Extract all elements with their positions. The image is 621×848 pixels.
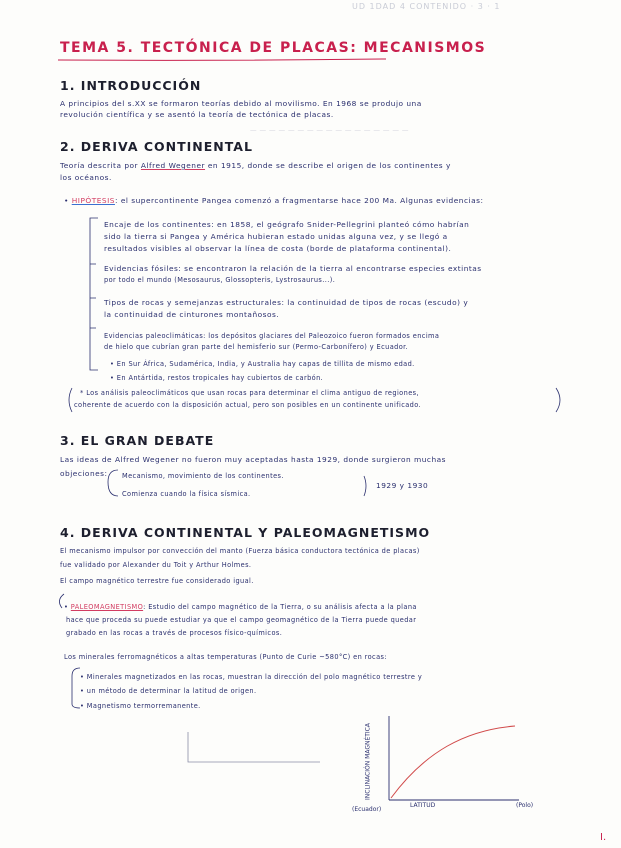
intro-text-pre: Teoría descrita por (60, 161, 141, 170)
evidence-2-line-2: por todo el mundo (Mesosaurus, Glossopteris, Lystrosaurus...). (104, 276, 336, 284)
section-3-line-2: objeciones: (60, 469, 108, 478)
evidence-3-line-2: la continuidad de cinturones montañosos. (104, 310, 280, 319)
sketch-corner (184, 730, 324, 766)
mineral-item-2-text: un método de determinar la latitud de origen. (86, 687, 257, 695)
paleomagnetism-line-3: grabado en las rocas a través de procesos físico-químicos. (66, 629, 283, 637)
page-header: UD 1DAD 4 CONTENIDO · 3 · 1 (352, 2, 501, 11)
section-4-heading: 4. DERIVA CONTINENTAL Y PALEOMAGNETISMO (60, 525, 431, 540)
dates-brace (362, 474, 372, 498)
evidence-5-text: En Sur África, Sudamérica, India, y Australia hay capas de tillita de mismo edad. (116, 360, 415, 368)
graph-left-label: (Ecuador) (352, 806, 382, 813)
section-1-heading: 1. INTRODUCCIÓN (60, 78, 202, 93)
objection-1: Mecanismo, movimiento de los continentes. (122, 472, 284, 480)
evidence-6-text: En Antártida, restos tropicales hay cubiertos de carbón. (116, 374, 324, 382)
mineral-item-2 (80, 687, 257, 695)
evidence-7-line-2: coherente de acuerdo con la disposición actual, pero son posibles en un continente unificado. (74, 401, 422, 409)
section-2-intro-2: los océanos. (60, 173, 112, 182)
graph-xlabel: LATITUD (410, 802, 436, 809)
bullet: • (110, 360, 117, 368)
graph-right-label: (Polo) (516, 802, 534, 809)
section-3-line-1: Las ideas de Alfred Wegener no fueron muy aceptadas hasta 1929, donde surgieron muchas (60, 455, 447, 464)
evidence-7-line-1 (80, 389, 419, 397)
mineral-item-3-text: Magnetismo termorremanente. (86, 702, 201, 710)
evidence-1-line-2: sido la tierra si Pangea y América hubieran estado unidas alguna vez, y se llegó a (104, 232, 448, 241)
section-4-line-3: El campo magnético terrestre fue considerado igual. (60, 577, 254, 585)
section-1-line-1: A principios del s.XX se formaron teorías debido al movilismo. En 1968 se produjo una (60, 99, 422, 108)
mineral-item-3 (80, 702, 201, 710)
ghost-text: — — — — — — — — — — — — — — — — — (250, 126, 409, 134)
evidence-6 (110, 374, 323, 382)
page-number: I. (600, 832, 607, 843)
minerals-intro: Los minerales ferromagnéticos a altas temperaturas (Punto de Curie ~580°C) en rocas: (64, 653, 387, 661)
evidence-bracket (86, 214, 102, 374)
objection-2: Comienza cuando la física sísmica. (122, 490, 251, 498)
bullet: • (80, 702, 87, 710)
graph-ylabel: INCLINACIÓN MAGNÉTICA (364, 723, 372, 800)
evidence-5 (110, 360, 415, 368)
wegener-name: Alfred Wegener (140, 161, 206, 170)
intro-text-post: en 1915, donde se describe el origen de los continentes y (205, 161, 451, 170)
inclination-curve (391, 726, 515, 798)
inclination-graph (355, 712, 525, 814)
evidence-4-line-2: de hielo que cubrían gran parte del hemisferio sur (Permo-Carbonífero) y Ecuador. (104, 343, 409, 351)
hypothesis-label: HIPÓTESIS (71, 196, 115, 205)
hypothesis-line (64, 196, 483, 205)
section-2-intro-1 (60, 161, 451, 170)
hypothesis-text: : el supercontinente Pangea comenzó a fragmentarse hace 200 Ma. Algunas evidencias: (114, 196, 484, 205)
bullet: • (64, 603, 71, 611)
paleomagnetism-label: PALEOMAGNETISMO (70, 603, 144, 611)
section-4-line-1: El mecanismo impulsor por convección del manto (Fuerza básica conductora tectónica de placas) (60, 547, 420, 555)
paleomagnetism-line (64, 603, 417, 611)
evidence-2-line-1: Evidencias fósiles: se encontraron la relación de la tierra al encontrarse especies extintas (104, 264, 482, 273)
section-4-line-2: fue validado por Alexander du Toit y Arthur Holmes. (60, 561, 252, 569)
mineral-item-1 (80, 673, 422, 681)
section-1-line-2: revolución científica y se asentó la teoría de tectónica de placas. (60, 110, 334, 119)
evidence-1-line-3: resultados visibles al observar la línea de costa (borde de plataforma continental). (104, 244, 452, 253)
bullet: • (110, 374, 117, 382)
section-3-heading: 3. EL GRAN DEBATE (60, 433, 215, 448)
bullet: • (80, 687, 87, 695)
title-underline (58, 58, 388, 62)
bullet: • (80, 673, 87, 681)
debate-dates: 1929 y 1930 (376, 481, 429, 490)
evidence-4-line-1: Evidencias paleoclimáticas: los depósitos glaciares del Paleozoico fueron formados encima (104, 332, 440, 340)
evidence-1-line-1: Encaje de los continentes: en 1858, el geógrafo Snider-Pellegrini planteó cómo habrían (104, 220, 470, 229)
section-2-heading: 2. DERIVA CONTINENTAL (60, 139, 253, 154)
asterisk: * (80, 389, 87, 397)
evidence-7-text-1: Los análisis paleoclimáticos que usan rocas para determinar el clima antiguo de regiones, (86, 389, 419, 397)
bullet: • (64, 196, 72, 205)
objections-bracket (106, 466, 120, 500)
mineral-item-1-text: Minerales magnetizados en las rocas, muestran la dirección del polo magnético terrestre y (86, 673, 423, 681)
paleomagnetism-text: : Estudio del campo magnético de la Tierra, o su análisis afecta a la plana (143, 603, 417, 611)
evidence-3-line-1: Tipos de rocas y semejanzas estructurales: la continuidad de tipos de rocas (escudo) y (104, 298, 469, 307)
page-title: TEMA 5. TECTÓNICA DE PLACAS: MECANISMOS (60, 40, 487, 56)
paleomagnetism-line-2: hace que proceda su puede estudiar ya que el campo geomagnético de la Tierra puede quedar (66, 616, 417, 624)
